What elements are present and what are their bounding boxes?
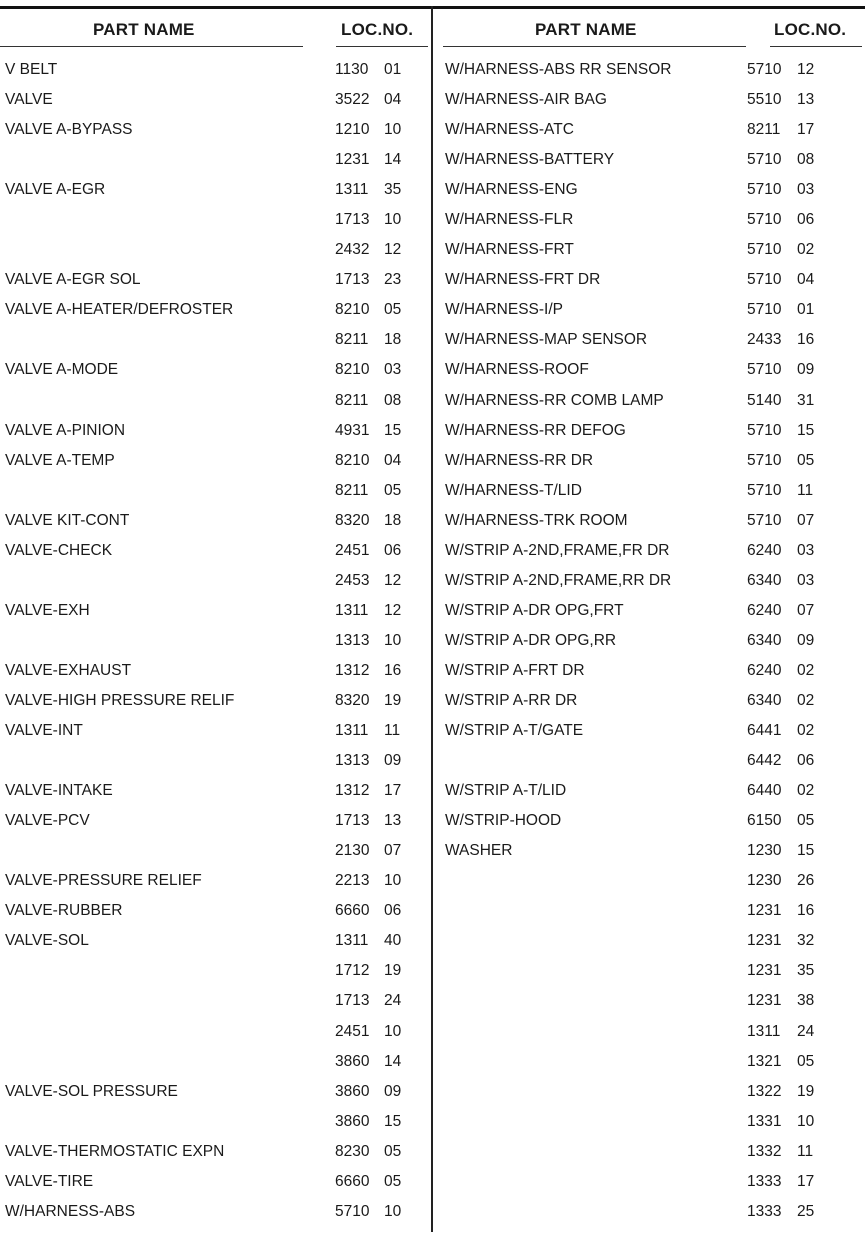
part-name: W/HARNESS-FRT DR [445, 271, 601, 289]
header-underline [770, 46, 862, 47]
loc-sub: 17 [797, 1172, 815, 1190]
loc-sub: 25 [797, 1202, 815, 1220]
loc-number: 1333 [747, 1172, 782, 1190]
table-row [0, 959, 431, 989]
header-loc-no: LOC.NO. [774, 20, 847, 39]
part-name: W/STRIP A-2ND,FRAME,RR DR [445, 571, 672, 589]
loc-sub: 10 [384, 1022, 402, 1040]
table-row [433, 328, 865, 358]
loc-sub: 14 [384, 151, 402, 169]
part-name: W/HARNESS-AIR BAG [445, 91, 607, 109]
part-name: W/STRIP A-DR OPG,FRT [445, 601, 624, 619]
table-row [433, 509, 865, 539]
part-name: VALVE-SOL [5, 932, 89, 950]
part-name: VALVE-CHECK [5, 541, 113, 559]
table-row [433, 118, 865, 148]
part-name: W/HARNESS-ENG [445, 181, 578, 199]
table-row [0, 839, 431, 869]
loc-number: 5140 [747, 391, 782, 409]
part-name: VALVE A-EGR SOL [5, 271, 141, 289]
table-row [0, 719, 431, 749]
loc-sub: 24 [384, 992, 402, 1010]
loc-sub: 12 [384, 571, 402, 589]
table-row [0, 509, 431, 539]
loc-number: 1130 [335, 61, 369, 78]
part-name: VALVE-EXH [5, 601, 90, 619]
loc-sub: 19 [384, 962, 402, 980]
table-row [433, 148, 865, 178]
part-name: VALVE A-TEMP [5, 451, 115, 469]
loc-sub: 08 [384, 391, 402, 409]
loc-sub: 16 [797, 902, 815, 920]
loc-number: 2432 [335, 241, 370, 259]
loc-number: 1333 [747, 1202, 782, 1220]
part-name: W/HARNESS-BATTERY [445, 151, 615, 169]
part-name: W/HARNESS-ABS [5, 1202, 136, 1220]
table-row [433, 178, 865, 208]
table-row [433, 1140, 865, 1170]
loc-sub: 16 [384, 661, 402, 679]
table-row [433, 719, 865, 749]
part-name: VALVE-PCV [5, 812, 90, 830]
table-row [433, 869, 865, 899]
loc-number: 5710 [747, 301, 782, 319]
loc-sub: 40 [384, 932, 402, 950]
part-name: W/HARNESS-T/LID [445, 481, 582, 499]
loc-number: 5710 [747, 211, 782, 229]
loc-number: 8230 [335, 1142, 370, 1160]
loc-sub: 16 [797, 331, 815, 349]
part-name: W/STRIP A-DR OPG,RR [445, 631, 617, 649]
loc-sub: 06 [384, 541, 402, 559]
loc-sub: 05 [384, 1142, 402, 1160]
loc-number: 1321 [747, 1052, 782, 1070]
right-rows [433, 58, 865, 1230]
loc-number: 6150 [747, 812, 782, 830]
loc-number: 5710 [747, 151, 782, 169]
loc-number: 1230 [747, 842, 782, 860]
part-name: VALVE-THERMOSTATIC EXPN [5, 1142, 225, 1160]
table-row [433, 298, 865, 328]
loc-number: 2451 [335, 1022, 370, 1040]
loc-sub: 04 [384, 451, 402, 469]
loc-number: 8210 [335, 361, 370, 379]
part-name: VALVE [5, 91, 53, 109]
part-name: VALVE A-BYPASS [5, 121, 133, 139]
loc-sub: 02 [797, 661, 815, 679]
header-underline [443, 46, 746, 47]
loc-sub: 05 [797, 1052, 815, 1070]
loc-sub: 13 [797, 91, 815, 109]
loc-sub: 31 [797, 391, 815, 409]
table-row [0, 479, 431, 509]
loc-sub: 07 [797, 601, 815, 619]
table-row [0, 88, 431, 118]
table-row [433, 238, 865, 268]
loc-number: 6660 [335, 1172, 370, 1190]
loc-number: 5710 [747, 61, 782, 78]
part-name: VALVE-SOL PRESSURE [5, 1082, 178, 1100]
part-name: W/HARNESS-FLR [445, 211, 574, 229]
table-row [0, 268, 431, 298]
table-row [433, 689, 865, 719]
loc-number: 1231 [747, 902, 782, 920]
left-rows [0, 58, 431, 1230]
part-name: VALVE A-EGR [5, 181, 106, 199]
part-name: V BELT [5, 61, 58, 78]
loc-number: 4931 [335, 421, 370, 439]
table-row [0, 449, 431, 479]
header-loc-no: LOC.NO. [341, 20, 414, 39]
loc-sub: 18 [384, 511, 402, 529]
loc-sub: 24 [797, 1022, 815, 1040]
loc-sub: 02 [797, 241, 815, 259]
loc-sub: 13 [384, 812, 402, 830]
table-row [0, 58, 431, 88]
header-underline [336, 46, 428, 47]
table-row [0, 298, 431, 328]
loc-number: 1332 [747, 1142, 782, 1160]
loc-number: 1312 [335, 782, 370, 800]
part-name: VALVE A-MODE [5, 361, 119, 379]
loc-sub: 06 [797, 211, 815, 229]
loc-number: 1231 [747, 932, 782, 950]
part-name: WASHER [445, 842, 513, 860]
table-row [0, 358, 431, 388]
loc-sub: 26 [797, 872, 815, 890]
loc-number: 2433 [747, 331, 782, 349]
loc-sub: 12 [797, 61, 815, 78]
table-row [433, 58, 865, 88]
part-name: W/HARNESS-RR DR [445, 451, 594, 469]
loc-sub: 03 [797, 571, 815, 589]
table-row [0, 1200, 431, 1230]
table-row [0, 659, 431, 689]
table-row [0, 779, 431, 809]
loc-sub: 14 [384, 1052, 402, 1070]
loc-number: 8210 [335, 301, 370, 319]
table-row [0, 689, 431, 719]
loc-number: 1231 [747, 992, 782, 1010]
table-row [433, 479, 865, 509]
loc-number: 5710 [335, 1202, 370, 1220]
table-row [433, 1110, 865, 1140]
table-row [0, 869, 431, 899]
loc-sub: 17 [384, 782, 402, 800]
loc-number: 1713 [335, 812, 370, 830]
loc-sub: 11 [797, 481, 814, 499]
loc-number: 1231 [747, 962, 782, 980]
part-name: W/HARNESS-MAP SENSOR [445, 331, 648, 349]
loc-sub: 05 [384, 1172, 402, 1190]
part-name: W/HARNESS-I/P [445, 301, 563, 319]
table-row [0, 1020, 431, 1050]
header-part-name: PART NAME [93, 20, 195, 39]
table-row [0, 599, 431, 629]
loc-number: 8320 [335, 511, 370, 529]
loc-sub: 10 [797, 1112, 815, 1130]
part-name: VALVE-HIGH PRESSURE RELIF [5, 691, 235, 709]
loc-number: 6440 [747, 782, 782, 800]
header-underline [0, 46, 303, 47]
loc-sub: 18 [384, 331, 402, 349]
loc-sub: 06 [797, 752, 815, 770]
table-row [433, 1050, 865, 1080]
loc-number: 5710 [747, 481, 782, 499]
table-row [0, 1080, 431, 1110]
loc-sub: 10 [384, 872, 402, 890]
loc-sub: 04 [384, 91, 402, 109]
loc-number: 2453 [335, 571, 370, 589]
table-row [0, 629, 431, 659]
table-row [0, 1170, 431, 1200]
loc-number: 5510 [747, 91, 782, 109]
part-name: W/STRIP-HOOD [445, 812, 562, 830]
table-row [433, 899, 865, 929]
table-row [433, 358, 865, 388]
table-row [433, 1170, 865, 1200]
loc-sub: 23 [384, 271, 402, 289]
loc-number: 6340 [747, 631, 782, 649]
loc-sub: 19 [797, 1082, 815, 1100]
part-name: VALVE-INTAKE [5, 782, 113, 800]
loc-number: 6442 [747, 752, 782, 770]
loc-sub: 05 [384, 301, 402, 319]
table-row [433, 749, 865, 779]
table-row [433, 569, 865, 599]
loc-sub: 35 [797, 962, 815, 980]
loc-sub: 09 [384, 1082, 402, 1100]
table-row [0, 989, 431, 1019]
table-row [0, 1110, 431, 1140]
table-row [0, 178, 431, 208]
part-name: VALVE A-HEATER/DEFROSTER [5, 301, 234, 319]
part-name: VALVE-EXHAUST [5, 661, 132, 679]
loc-sub: 17 [797, 121, 815, 139]
part-name: VALVE A-PINION [5, 421, 126, 439]
loc-sub: 05 [797, 812, 815, 830]
loc-sub: 15 [384, 421, 402, 439]
loc-number: 3860 [335, 1052, 370, 1070]
part-name: W/HARNESS-ROOF [445, 361, 589, 379]
table-row [0, 1050, 431, 1080]
loc-number: 8211 [335, 391, 369, 409]
loc-sub: 10 [384, 211, 402, 229]
loc-number: 3860 [335, 1082, 370, 1100]
loc-number: 5710 [747, 451, 782, 469]
table-row [433, 839, 865, 869]
loc-sub: 10 [384, 1202, 402, 1220]
loc-number: 6240 [747, 601, 782, 619]
loc-number: 6240 [747, 661, 782, 679]
loc-sub: 15 [797, 421, 815, 439]
table-row [433, 539, 865, 569]
loc-number: 2130 [335, 842, 370, 860]
table-row [433, 629, 865, 659]
loc-number: 1230 [747, 872, 782, 890]
loc-sub: 12 [384, 601, 402, 619]
loc-number: 1713 [335, 211, 370, 229]
loc-sub: 12 [384, 241, 402, 259]
table-row [433, 449, 865, 479]
loc-number: 1311 [335, 722, 369, 740]
table-row [433, 659, 865, 689]
loc-number: 1322 [747, 1082, 782, 1100]
part-name: W/STRIP A-2ND,FRAME,FR DR [445, 541, 670, 559]
table-row [433, 1020, 865, 1050]
table-row [433, 268, 865, 298]
loc-sub: 04 [797, 271, 815, 289]
loc-number: 1313 [335, 631, 370, 649]
loc-sub: 02 [797, 782, 815, 800]
loc-sub: 10 [384, 121, 402, 139]
loc-sub: 03 [797, 181, 815, 199]
table-row [0, 148, 431, 178]
part-name: W/STRIP A-FRT DR [445, 661, 585, 679]
table-row [0, 749, 431, 779]
loc-number: 1713 [335, 271, 370, 289]
loc-number: 8211 [335, 481, 369, 499]
loc-sub: 08 [797, 151, 815, 169]
loc-number: 5710 [747, 181, 782, 199]
part-name: VALVE-INT [5, 722, 83, 740]
table-row [433, 959, 865, 989]
table-row [0, 389, 431, 419]
part-name: W/HARNESS-RR COMB LAMP [445, 391, 664, 409]
loc-number: 1311 [335, 181, 369, 199]
loc-number: 1311 [335, 601, 369, 619]
loc-number: 6340 [747, 691, 782, 709]
loc-sub: 09 [384, 752, 402, 770]
loc-number: 5710 [747, 361, 782, 379]
table-row [0, 809, 431, 839]
table-row [433, 1080, 865, 1110]
table-row [0, 539, 431, 569]
loc-sub: 11 [797, 1142, 814, 1160]
loc-sub: 03 [797, 541, 815, 559]
loc-sub: 15 [797, 842, 815, 860]
loc-number: 5710 [747, 241, 782, 259]
part-name: W/HARNESS-RR DEFOG [445, 421, 626, 439]
table-row [0, 419, 431, 449]
loc-sub: 09 [797, 631, 815, 649]
loc-number: 6240 [747, 541, 782, 559]
loc-sub: 07 [797, 511, 815, 529]
table-row [433, 419, 865, 449]
part-name: W/HARNESS-FRT [445, 241, 574, 259]
loc-sub: 35 [384, 181, 402, 199]
loc-number: 1313 [335, 752, 370, 770]
loc-sub: 06 [384, 902, 402, 920]
part-name: W/HARNESS-ATC [445, 121, 574, 139]
loc-number: 8211 [747, 121, 781, 139]
loc-number: 8211 [335, 331, 369, 349]
loc-number: 1311 [335, 932, 369, 950]
loc-sub: 38 [797, 992, 815, 1010]
loc-number: 3522 [335, 91, 370, 109]
loc-sub: 32 [797, 932, 815, 950]
table-row [433, 809, 865, 839]
table-row [433, 208, 865, 238]
part-name: W/HARNESS-ABS RR SENSOR [445, 61, 672, 78]
loc-sub: 15 [384, 1112, 402, 1130]
loc-number: 6441 [747, 722, 782, 740]
loc-number: 6660 [335, 902, 370, 920]
loc-number: 1312 [335, 661, 370, 679]
loc-number: 1713 [335, 992, 370, 1010]
part-name: W/STRIP A-T/GATE [445, 722, 584, 740]
loc-sub: 02 [797, 722, 815, 740]
loc-number: 2213 [335, 872, 370, 890]
table-row [433, 599, 865, 629]
loc-number: 1210 [335, 121, 370, 139]
loc-sub: 01 [384, 61, 402, 78]
loc-sub: 09 [797, 361, 815, 379]
loc-number: 1311 [747, 1022, 781, 1040]
table-row [433, 88, 865, 118]
table-row [0, 929, 431, 959]
loc-sub: 07 [384, 842, 402, 860]
loc-number: 3860 [335, 1112, 370, 1130]
loc-sub: 05 [797, 451, 815, 469]
table-row [433, 989, 865, 1019]
loc-number: 5710 [747, 421, 782, 439]
loc-sub: 03 [384, 361, 402, 379]
table-row [433, 1200, 865, 1230]
part-name: VALVE-PRESSURE RELIEF [5, 872, 202, 890]
part-name: VALVE KIT-CONT [5, 511, 130, 529]
part-name: W/HARNESS-TRK ROOM [445, 511, 628, 529]
header-part-name: PART NAME [535, 20, 637, 39]
loc-number: 1712 [335, 962, 370, 980]
table-row [0, 118, 431, 148]
table-row [0, 238, 431, 268]
loc-number: 1231 [335, 151, 370, 169]
loc-sub: 11 [384, 722, 401, 740]
table-row [433, 779, 865, 809]
loc-number: 8210 [335, 451, 370, 469]
loc-number: 6340 [747, 571, 782, 589]
loc-number: 1331 [747, 1112, 782, 1130]
part-name: VALVE-TIRE [5, 1172, 94, 1190]
part-name: W/STRIP A-T/LID [445, 782, 567, 800]
table-row [0, 208, 431, 238]
loc-number: 5710 [747, 511, 782, 529]
loc-sub: 19 [384, 691, 402, 709]
loc-sub: 01 [797, 301, 815, 319]
part-name: W/STRIP A-RR DR [445, 691, 578, 709]
table-row [0, 1140, 431, 1170]
loc-number: 8320 [335, 691, 370, 709]
loc-sub: 02 [797, 691, 815, 709]
table-row [0, 328, 431, 358]
part-name: VALVE-RUBBER [5, 902, 123, 920]
table-row [0, 569, 431, 599]
table-row [433, 389, 865, 419]
loc-number: 2451 [335, 541, 370, 559]
loc-number: 5710 [747, 271, 782, 289]
table-row [0, 899, 431, 929]
loc-sub: 05 [384, 481, 402, 499]
loc-sub: 10 [384, 631, 402, 649]
table-row [433, 929, 865, 959]
